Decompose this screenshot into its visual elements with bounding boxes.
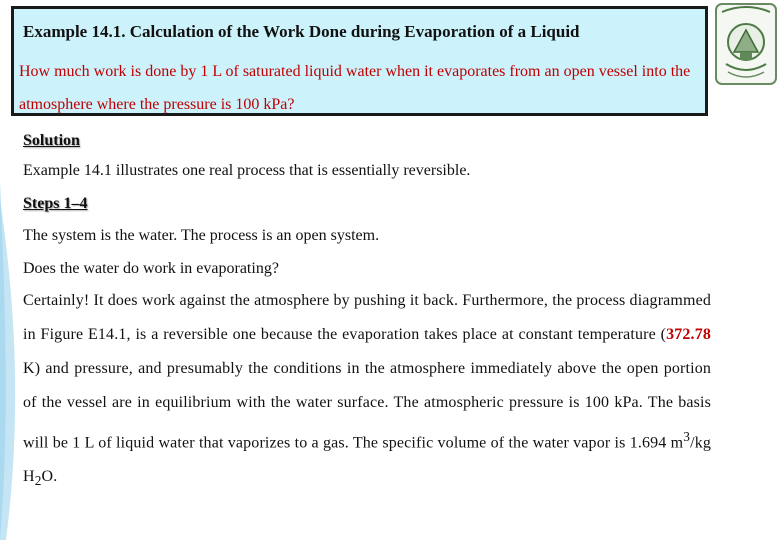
para-end: O. xyxy=(41,468,58,486)
para-unit: /kg H xyxy=(23,434,711,486)
h2o-subscript: 2 xyxy=(34,473,42,489)
volume-exponent: 3 xyxy=(683,429,691,444)
solution-content xyxy=(23,128,711,499)
solution-text: Example 14.1 illustrates one real process that is essentially reversible. xyxy=(23,162,471,179)
steps-heading: Steps 1–4 xyxy=(23,195,88,212)
para-mid: K) and pressure, and presumably the conditions in the atmosphere immediately above the open portion of the vessel are in equilibrium with the water surface. The atmospheric pressure is 100 kPa. The basis will be 1 L of liquid water that vaporizes to a gas. The specific volume of the water vapor is 1.694 m xyxy=(23,360,711,452)
temperature-value: 372.78 xyxy=(666,326,711,343)
para-start: Certainly! It does work against the atmosphere by pushing it back. Furthermore, the process diagrammed in Figure E14.1, is a reversible one because the evaporation takes place at constant temperature ( xyxy=(23,292,712,343)
university-crest-icon xyxy=(714,2,778,98)
example-title-box xyxy=(11,6,708,116)
solution-heading: Solution xyxy=(23,132,80,149)
explanation-paragraph xyxy=(23,284,711,499)
example-question: How much work is done by 1 L of saturated liquid water when it evaporates from an open vessel into the atmosphere where the pressure is 100 kPa? xyxy=(19,63,691,113)
question-text: Does the water do work in evaporating? xyxy=(23,260,279,277)
system-text: The system is the water. The process is an open system. xyxy=(23,227,380,244)
example-heading: Example 14.1. Calculation of the Work Done during Evaporation of a Liquid xyxy=(23,22,580,41)
